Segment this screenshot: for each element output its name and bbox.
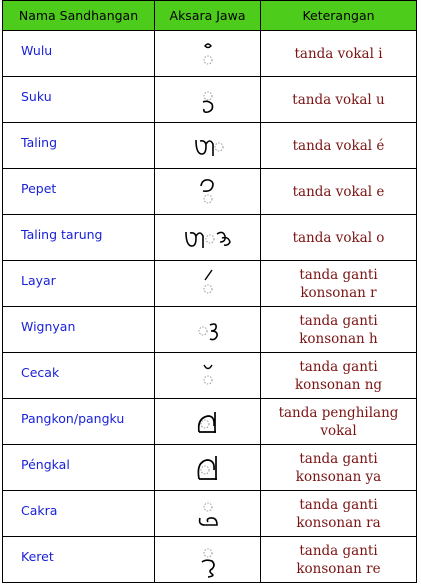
pangkon-glyph	[155, 399, 261, 445]
table-row	[3, 123, 417, 169]
taling-glyph	[155, 123, 261, 169]
row-name: Cecak	[21, 365, 60, 380]
table-row	[3, 399, 417, 445]
row-name: Pepet	[21, 181, 57, 196]
desc-line: tanda ganti	[299, 542, 378, 559]
row-name: Keret	[21, 549, 54, 564]
header-keterangan: Keterangan	[261, 1, 417, 31]
row-name: Suku	[21, 89, 52, 104]
row-name: Wulu	[21, 43, 53, 58]
desc-line: tanda vokal i	[294, 45, 383, 62]
table-row	[3, 261, 417, 307]
wulu-glyph	[155, 31, 261, 77]
layar-glyph	[155, 261, 261, 307]
wignyan-glyph	[155, 307, 261, 353]
table-row	[3, 307, 417, 353]
table-row	[3, 215, 417, 261]
table-row	[3, 31, 417, 77]
desc-line: tanda vokal u	[292, 91, 385, 108]
sandhangan-table	[2, 0, 417, 583]
header-aksara: Aksara Jawa	[155, 1, 261, 31]
table-row	[3, 445, 417, 491]
table-row	[3, 169, 417, 215]
desc-line: tanda vokal e	[292, 183, 385, 200]
desc-line: konsonan ya	[295, 468, 382, 485]
table-row	[3, 77, 417, 123]
desc-line: konsonan h	[299, 330, 378, 347]
cecak-glyph	[155, 353, 261, 399]
desc-line: tanda vokal o	[292, 229, 385, 246]
cakra-glyph	[155, 491, 261, 537]
desc-line: vokal	[320, 422, 357, 439]
taling-tarung-glyph	[155, 215, 261, 261]
desc-line: tanda vokal é	[292, 137, 385, 154]
desc-line: konsonan ng	[294, 376, 383, 393]
row-name: Cakra	[21, 503, 58, 518]
row-name: Pangkon/pangku	[21, 411, 125, 426]
pepet-glyph	[155, 169, 261, 215]
desc-line: tanda ganti	[299, 358, 378, 375]
desc-line: tanda ganti	[299, 312, 378, 329]
table-row	[3, 537, 417, 583]
suku-glyph	[155, 77, 261, 123]
row-name: Wignyan	[21, 319, 76, 334]
row-name: Taling tarung	[21, 227, 103, 242]
desc-line: konsonan ra	[296, 514, 381, 531]
pengkal-glyph	[155, 445, 261, 491]
desc-line: tanda ganti	[299, 266, 378, 283]
desc-line: tanda penghilang	[278, 404, 399, 421]
table-row	[3, 353, 417, 399]
desc-line: tanda ganti	[299, 450, 378, 467]
keret-glyph	[155, 537, 261, 583]
row-name: Taling	[21, 135, 58, 150]
row-name: Péngkal	[21, 457, 70, 472]
desc-line: tanda ganti	[299, 496, 378, 513]
desc-line: konsonan re	[296, 560, 381, 577]
header-row	[3, 1, 417, 31]
header-nama: Nama Sandhangan	[3, 1, 155, 31]
table-row	[3, 491, 417, 537]
row-name: Layar	[21, 273, 56, 288]
desc-line: konsonan r	[300, 284, 377, 301]
